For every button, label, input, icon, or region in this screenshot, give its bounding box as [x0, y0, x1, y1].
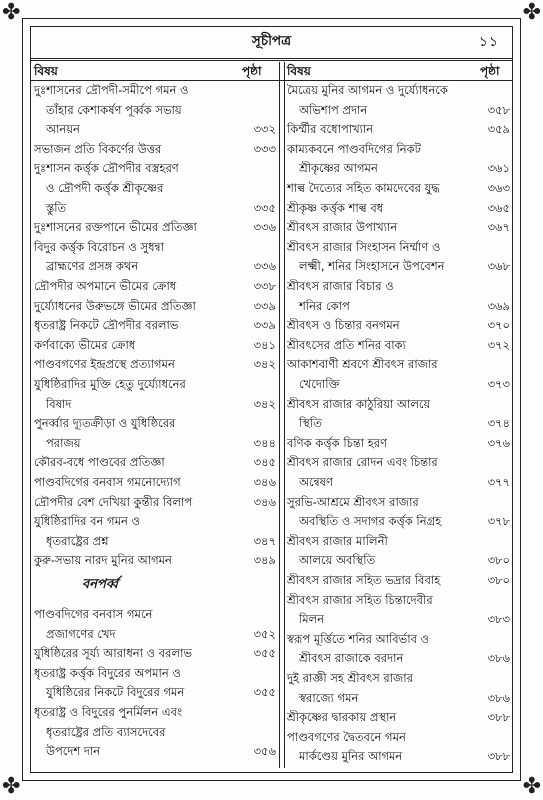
- page-reference: ৩৩৮: [253, 279, 276, 293]
- entry-text: শ্রীবৎস রাজার সিংহাসন নির্ম্মাণ ও: [287, 239, 441, 254]
- entry-text: শ্রীবৎস রাজার উপাখ্যান: [287, 220, 398, 235]
- page-reference: ৩৩৬: [253, 220, 276, 235]
- page-reference: ৩৮৬: [487, 690, 510, 705]
- page-reference: ৩৫৯: [487, 122, 510, 137]
- page-reference: ৩৭৬: [487, 435, 510, 450]
- entry-text: যুধিষ্ঠিরাদির মুক্তি হেতু দুর্য্যোধনের: [34, 377, 186, 391]
- entry-text: স্বরূপ মূর্ত্তিতে শনির আবির্ভাব ও: [287, 631, 430, 646]
- entry-text: বিদুর কর্ত্তৃক বিরোচন ও সুধন্বা: [34, 239, 164, 254]
- entry-text: পাণ্ডবগণের দ্বৈতবনে গমন: [287, 729, 406, 744]
- page-reference: ৩৮৮: [487, 749, 510, 764]
- page-reference: ৩৫৬: [253, 744, 276, 759]
- section-heading: বনপর্ব্ব: [82, 577, 118, 592]
- entry-text: পাণ্ডবদিগের বনবাস গমনোদ্যোগ: [34, 475, 181, 489]
- page-reference: ৩৫৫: [253, 685, 276, 700]
- right-page-header: পৃষ্ঠা: [480, 64, 500, 78]
- entry-text: শনির কোপ: [299, 298, 350, 313]
- entry-text: মার্কণ্ডেয় মুনির আগমন: [299, 749, 403, 764]
- entry-text: আকাশবাণী শ্রবণে শ্রীবৎস রাজার: [287, 357, 438, 372]
- entry-text: শ্রীকৃষ্ণ কর্ত্তৃক শাল্ব বধ: [287, 200, 384, 215]
- page-reference: ৩৫৫: [253, 646, 276, 661]
- entry-text: ব্রাহ্মণের প্রসঙ্গ কথন: [46, 259, 139, 274]
- entry-text: সভাজন প্রতি বিকর্ণের উত্তর: [34, 141, 162, 156]
- entry-text: ও দ্রৌপদী কর্ত্তৃক শ্রীকৃষ্ণের: [46, 181, 164, 195]
- entry-text: উপদেশ দান: [46, 744, 101, 759]
- page-reference: ৩৪৬: [253, 475, 276, 489]
- column-divider: [279, 62, 280, 768]
- page-reference: ৩৩৯: [253, 298, 276, 313]
- entry-text: ধৃতরাষ্ট্রের প্রতি ব্যাসদেবের: [46, 724, 166, 739]
- entry-text: ধৃতরাষ্ট্র ও বিদুরের পুনর্মিলন এবং: [34, 705, 183, 719]
- left-subject-header: বিষয়: [34, 64, 58, 78]
- entry-text: স্তুতি: [46, 200, 67, 215]
- page-reference: ৩৪৬: [253, 494, 276, 509]
- entry-text: দ্রৌপদীর বেশ দেখিয়া কুন্তীর বিলাপ: [34, 494, 193, 509]
- entry-text: দ্রৌপদীর অপমানে ভীমের ক্রোধ: [34, 279, 177, 293]
- page-reference: ৩৩৫: [253, 200, 276, 215]
- entry-text: পরাজয়: [46, 435, 81, 450]
- entry-text: দুঃশাসনের দ্রৌপদী-সমীপে গমন ও: [34, 83, 189, 97]
- page-reference: ৩৪৭: [253, 533, 276, 548]
- page-reference: ৩৫২: [253, 626, 276, 641]
- entry-text: খেদোক্তি: [299, 377, 340, 391]
- page-reference: ৩৪২: [253, 357, 276, 372]
- page-header: [30, 30, 513, 52]
- entry-text: শ্রীবৎস রাজাকে বরদান: [299, 651, 404, 666]
- entry-text: কুরু-সভায় নারদ মুনির আগমন: [34, 553, 172, 568]
- page-reference: ৩৮০: [487, 573, 510, 587]
- right-subject-header: বিষয়: [287, 64, 311, 78]
- entry-text: শ্রীবৎস রাজার সহিত চিন্তাদেবীর: [287, 592, 433, 607]
- entry-text: শ্রীবৎস রাজার বিচার ও: [287, 279, 394, 293]
- entry-text: বিষাদ: [46, 396, 72, 411]
- page-reference: ৩৭৭: [487, 475, 510, 489]
- entry-text: কির্ম্মীর বধোপাখ্যান: [287, 122, 374, 137]
- entry-text: আলয়ে অবস্থিতি: [299, 553, 376, 568]
- column-divider: [284, 62, 285, 768]
- entry-text: শ্রীকৃষ্ণের আগমন: [299, 161, 378, 176]
- entry-text: যুধিষ্ঠিরের সূর্য্য আরাধনা ও বরলাভ: [34, 646, 192, 661]
- entry-text: দুঃশাসন কর্ত্তৃক দ্রৌপদীর বস্ত্রহরণ: [34, 161, 179, 176]
- entry-text: বণিক কর্ত্তৃক চিন্তা হরণ: [287, 435, 388, 450]
- entry-text: অন্বেষণ: [299, 475, 333, 489]
- entry-text: পাণ্ডবগণের ইন্দ্রপ্রস্থে প্রত্যাগমন: [34, 357, 175, 372]
- entry-text: শ্রীবৎসের প্রতি শনির বাক্য: [287, 337, 406, 352]
- entry-text: কাম্যকবনে পাণ্ডবদিগের নিকট: [287, 141, 421, 156]
- entry-text: দুই রাজ্ঞী সহ শ্রীবৎস রাজার: [287, 671, 413, 685]
- entry-text: পাণ্ডবদিগের বনবাস গমনে: [34, 607, 153, 621]
- page-reference: ৩৭৪: [487, 416, 510, 431]
- page-reference: ৩৬১: [487, 161, 510, 176]
- page-reference: ৩৭৩: [487, 377, 510, 391]
- corner-ornament-icon: ✤: [522, 774, 541, 799]
- page-reference: ৩৮৩: [487, 612, 510, 627]
- entry-text: শ্রীবৎস ও চিন্তার বনগমন: [287, 318, 400, 333]
- page-reference: ৩৪১: [253, 337, 276, 352]
- page-reference: ৩৭২: [487, 337, 510, 352]
- page-number: ১১: [478, 34, 499, 50]
- entry-text: পুনর্ব্বার দ্যূতক্রীড়া ও যুধিষ্ঠিরের: [34, 416, 176, 431]
- page-reference: ৩৫৮: [487, 102, 510, 117]
- entry-text: অবস্থিতি ও সদাগর কর্ত্তৃক নিগ্রহ: [299, 514, 442, 529]
- entry-text: দুঃশাসনের রক্তপানে ভীমের প্রতিজ্ঞা: [34, 220, 197, 235]
- page-reference: ৩৭০: [487, 318, 510, 333]
- page-reference: ৩৮৬: [487, 651, 510, 666]
- entry-text: ধৃতরাষ্ট্র কর্ত্তৃক বিদুরের অপমান ও: [34, 665, 181, 680]
- entry-text: আনয়ন: [46, 122, 80, 137]
- entry-text: প্রজাগণের খেদ: [46, 626, 116, 641]
- entry-text: শ্রীকৃষ্ণের দ্বারকায় প্রস্থান: [287, 710, 397, 725]
- page-reference: ৩৩৬: [253, 259, 276, 274]
- header-divider: [30, 58, 513, 61]
- page-reference: ৩৬৮: [487, 259, 510, 274]
- entry-text: স্বরাজ্যে গমন: [299, 690, 359, 705]
- entry-text: কৌরব-বধে পাণ্ডবের প্রতিজ্ঞা: [34, 455, 165, 470]
- entry-text: ধৃতরাষ্ট্র নিকটে দ্রৌপদীর বরলাভ: [34, 318, 179, 333]
- page-reference: ৩৪৫: [253, 455, 276, 470]
- entry-text: স্থিতি: [299, 416, 322, 431]
- corner-ornament-icon: ✤: [2, 0, 21, 25]
- page-reference: ৩৬৭: [487, 220, 510, 235]
- left-page-header: পৃষ্ঠা: [242, 64, 262, 78]
- page-reference: ৩৩৯: [253, 318, 276, 333]
- entry-text: মিলন: [299, 612, 325, 627]
- page-title: সূচীপত্র: [251, 33, 292, 49]
- entry-text: মৈত্রেয় মুনির আগমন ও দুর্য্যোধনকে: [287, 83, 448, 97]
- entry-text: ধৃতরাষ্ট্রের প্রশ্ন: [46, 533, 109, 548]
- entry-text: যুধিষ্ঠিরের নিকটে বিদুরের গমন: [46, 685, 185, 700]
- page-reference: ৩৮৮: [487, 710, 510, 725]
- entry-text: শ্রীবৎস রাজার কাঠুরিয়া আলয়ে: [287, 396, 431, 411]
- entry-text: দুর্য্যোধনের উরুভঙ্গে ভীমের প্রতিজ্ঞা: [34, 298, 196, 313]
- page-reference: ৩৪২: [253, 396, 276, 411]
- entry-text: শ্রীবৎস রাজার রোদন এবং চিন্তার: [287, 455, 438, 470]
- page-reference: ৩৬৯: [487, 298, 510, 313]
- corner-ornament-icon: ✤: [522, 0, 541, 25]
- page-reference: ৩৩৩: [253, 141, 276, 156]
- page-reference: ৩৪৪: [253, 435, 276, 450]
- page-reference: ৩৪৯: [253, 553, 276, 568]
- page-reference: ৩৬৩: [487, 181, 510, 195]
- entry-text: শ্রীবৎস রাজার মালিনী: [287, 533, 388, 548]
- page-reference: ৩৬৫: [487, 200, 510, 215]
- entry-text: অভিশাপ প্রদান: [299, 102, 368, 117]
- entry-text: শ্রীবৎস রাজার সহিত ভদ্রার বিবাহ: [287, 573, 441, 587]
- page-reference: ৩৮০: [487, 553, 510, 568]
- entry-text: তাঁহার কেশাকর্ষণ পূর্ব্বক সভায়: [46, 102, 182, 117]
- entry-text: শাল্ব দৈত্যের সহিত কামদেবের যুদ্ধ: [287, 181, 440, 195]
- entry-text: সুরভি-আশ্রমে শ্রীবৎস রাজার: [287, 494, 419, 509]
- corner-ornament-icon: ✤: [2, 774, 21, 799]
- entry-text: যুধিষ্ঠিরাদির বন গমন ও: [34, 514, 140, 529]
- entry-text: লক্ষ্মী, শনির সিংহাসনে উপবেশন: [299, 259, 445, 274]
- page-reference: ৩৭৮: [487, 514, 510, 529]
- page-reference: ৩৩২: [253, 122, 276, 137]
- entry-text: কর্ণবাক্যে ভীমের ক্রোধ: [34, 337, 136, 352]
